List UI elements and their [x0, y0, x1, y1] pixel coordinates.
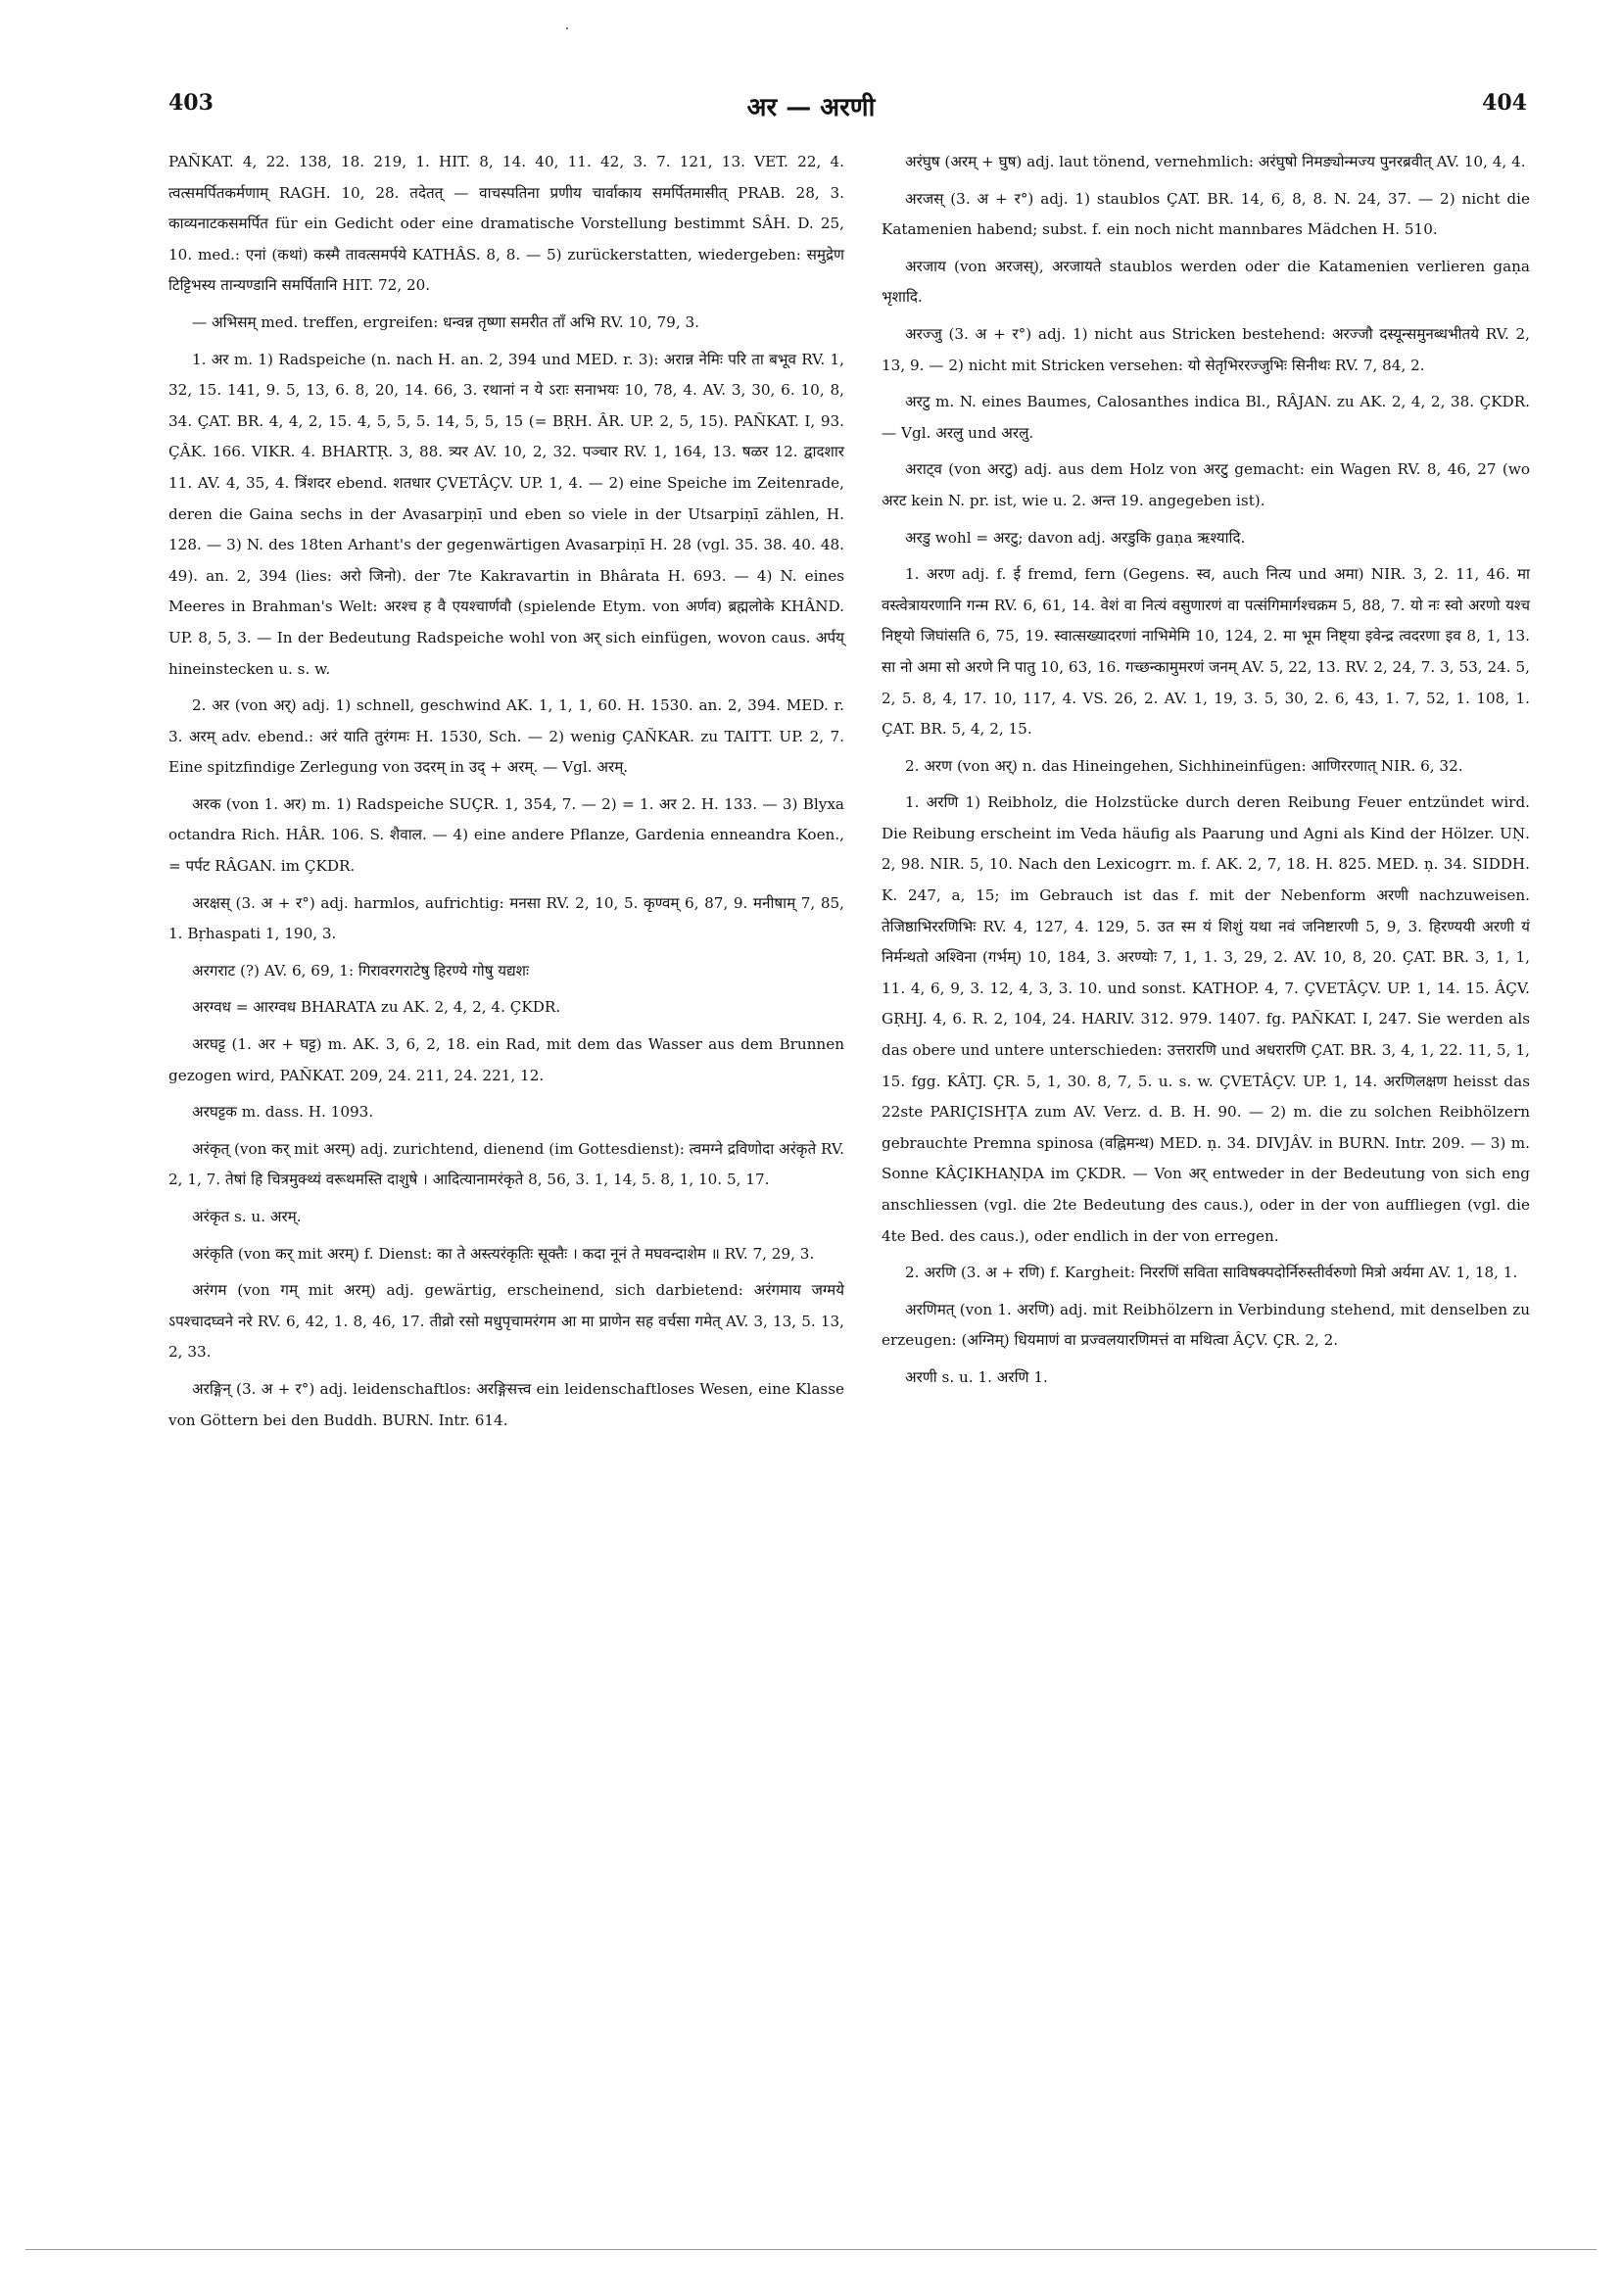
dictionary-entry: 1. अरण adj. f. ई fremd, fern (Gegens. स्व, auch नित्य und अमा) NIR. 3, 2. 11, 46. मा वस्त्वेत्रायरणानि गन्म RV. 6, 61, 14. वेशं वा नित्यं वसुणारणं वा पत्संगिमार्गश्चक्रम 5, 88, 7. यो नः स्वो अरणो यश्च निष्ट्यो जिघांसति 6, 75, 19. स्वात्सख्यादरणां नाभिमेमि 10, 124, 2. मा भूम निष्ट्या इवेन्द्र त्वदरणा इव 8, 1, 13. सा नो अमा सो अरणे नि पातु 10, 63, 16. गच्छन्कामुमरणं जनम् AV. 5, 22, 13. RV. 2, 24, 7. 3, 53, 24. 5, 2, 5. 8, 4, 17. 10, 117, 4. VS. 26, 2. AV. 1, 19, 3. 5, 30, 2. 6, 43, 1. 7, 52, 1. 108, 1. ÇAT. BR. 5, 4, 2, 15.: [882, 565, 1530, 739]
dictionary-entry: अरगराट (?) AV. 6, 69, 1: गिरावरगराटेषु हिरण्ये गोषु यद्यशः: [192, 961, 530, 980]
dictionary-entry: अरजाय (von अरजस्), अरजायते staublos werden oder die Katamenien verlieren gaṇa भृशादि.: [882, 257, 1530, 307]
dictionary-entry: अरंकृत s. u. अरम्.: [192, 1208, 302, 1225]
dictionary-entry: अरंघुष (अरम् + घुष) adj. laut tönend, vernehmlich: अरंघुषो निमङ्योन्मज्य पुनरब्रवीत् AV. 10, 4, 4.: [905, 153, 1526, 170]
print-mark: [566, 27, 568, 29]
dictionary-entry: अरघट्ट (1. अर + घट्ट) m. AK. 3, 6, 2, 18. ein Rad, mit dem das Wasser aus dem Brunnen gezogen wird, PAÑKAT. 209, 24. 211, 24. 221, 12.: [168, 1035, 844, 1084]
dictionary-entry: 2. अरण (von अर्) n. das Hineingehen, Sichhineinfügen: आणिररणात् NIR. 6, 32.: [905, 756, 1463, 775]
dictionary-entry: अरक (von 1. अर) m. 1) Radspeiche SUÇR. 1, 354, 7. — 2) = 1. अर 2. H. 133. — 3) Blyxa octandra Rich. HÂR. 106. S. शैवाल. — 4) eine andere Pflanze, Gardenia enneandra Koen., = पर्पट RÂGAN. im ÇKDR.: [168, 794, 844, 876]
dictionary-entry: अराट्व (von अरटु) adj. aus dem Holz von अरटु gemacht: ein Wagen RV. 8, 46, 27 (wo अरट kein N. pr. ist, wie u. 2. अन्त 19. angegeben ist).: [882, 460, 1530, 509]
dictionary-entry: 2. अरणि (3. अ + रणि) f. Kargheit: निररणिं सविता साविषक्पदोर्निरुस्तीर्वरुणो मित्रो अर्यमा AV. 1, 18, 1.: [905, 1264, 1518, 1282]
right-column: [882, 147, 1530, 1400]
dictionary-entry: अरजस् (3. अ + र°) adj. 1) staublos ÇAT. BR. 14, 6, 8, 8. N. 24, 37. — 2) nicht die Katamenien habend; subst. f. ein noch nicht mannbares Mädchen H. 510.: [882, 189, 1530, 239]
dictionary-entry: — अभिसम् med. treffen, ergreifen: धन्वन्न तृष्णा समरीत ताँ अभि RV. 10, 79, 3.: [192, 312, 699, 331]
dictionary-entry: अरटु m. N. eines Baumes, Calosanthes indica Bl., RÂJAN. zu AK. 2, 4, 2, 38. ÇKDR. — Vgl. अरलु und अरलु.: [882, 393, 1530, 442]
left-column: [168, 147, 844, 1442]
page-header: [0, 90, 1622, 129]
dictionary-entry: 2. अर (von अर्) adj. 1) schnell, geschwind AK. 1, 1, 1, 60. H. 1530. an. 2, 394. MED. r. 3. अरम् adv. ebend.: अरं याति तुरंगमः H. 1530, Sch. — 2) wenig ÇAÑKAR. zu TAITT. UP. 2, 7. Eine spitzfindige Zerlegung von उदरम् in उद् + अरम्. — Vgl. अरम्.: [168, 696, 844, 777]
dictionary-entry: अरङ्गिन् (3. अ + र°) adj. leidenschaftlos: अरङ्गिसत्त्व ein leidenschaftloses Wesen, eine Klasse von Göttern bei den Buddh. BURN. Intr. 614.: [168, 1379, 844, 1429]
dictionary-entry: अरग्वध = आरग्वध BHARATA zu AK. 2, 4, 2, 4. ÇKDR.: [192, 998, 561, 1017]
dictionary-entry: अरडु wohl = अरटु; davon adj. अरडुकि gaṇa ऋश्यादि.: [905, 528, 1246, 547]
dictionary-entry: अरणिमत् (von 1. अरणि) adj. mit Reibhölzern in Verbindung stehend, mit denselben zu erzeugen: (अग्निम्) धियमाणं वा प्रज्वलयारणिमत्तं वा मथित्वा ÂÇV. ÇR. 2, 2.: [882, 1300, 1530, 1350]
dictionary-entry: PAÑKAT. 4, 22. 138, 18. 219, 1. HIT. 8, 14. 40, 11. 42, 3. 7. 121, 13. VET. 22, 4. त्वत्समर्पितकर्मणाम् RAGH. 10, 28. तदेतत् — वाचस्पतिना प्रणीय चार्वाकाय समर्पितमासीत् PRAB. 28, 3. काव्यनाटकसमर्पित für ein Gedicht oder eine dramatische Vorstellung bestimmt SÂH. D. 25, 10. med.: एनां (कथां) कस्मै तावत्समर्पये KATHÂS. 8, 8. — 5) zurückerstatten, wiedergeben: समुद्रेण टिट्टिभस्य तान्यण्डानि समर्पितानि HIT. 72, 20.: [168, 153, 844, 295]
dictionary-entry: अरंकृत् (von कर् mit अरम्) adj. zurichtend, dienend (im Gottesdienst): त्वमग्ने द्रविणोदा अरंकृते RV. 2, 1, 7. तेषां हि चित्रमुक्थ्यं वरूथमस्ति दाशुषे । आदित्यानामरंकृते 8, 56, 3. 1, 14, 5. 8, 1, 10. 5, 17.: [168, 1139, 844, 1189]
bottom-rule: [25, 2249, 1597, 2250]
dictionary-entry: अरज्जु (3. अ + र°) adj. 1) nicht aus Stricken bestehend: अरज्जौ दस्यून्समुनब्धभीतये RV. 2, 13, 9. — 2) nicht mit Stricken versehen: यो सेतृभिररज्जुभिः सिनीथः RV. 7, 84, 2.: [882, 324, 1530, 374]
dictionary-entry: अरंकृति (von कर् mit अरम्) f. Dienst: का ते अस्त्यरंकृतिः सूक्तैः । कदा नूनं ते मघवन्दाशेम ॥ RV. 7, 29, 3.: [192, 1244, 815, 1263]
dictionary-entry: अरणी s. u. 1. अरणि 1.: [905, 1367, 1048, 1386]
dictionary-entry: 1. अर m. 1) Radspeiche (n. nach H. an. 2, 394 und MED. r. 3): अरान्न नेमिः परि ता बभूव RV. 1, 32, 15. 141, 9. 5, 13, 6. 8, 20, 14. 66, 3. रथानां न ये ऽराः सनाभयः 10, 78, 4. AV. 3, 30, 6. 10, 8, 34. ÇAT. BR. 4, 4, 2, 15. 4, 5, 5, 5. 14, 5, 5, 15 (= BṚH. ÂR. UP. 2, 5, 15). PAÑKAT. I, 93. ÇÂK. 166. VIKR. 4. BHARTṚ. 3, 88. त्र्यर AV. 10, 2, 32. पञ्चार RV. 1, 164, 13. षळर 12. द्वादशार 11. AV. 4, 35, 4. त्रिंशदर ebend. शतधार ÇVETÂÇV. UP. 1, 4. — 2) eine Speiche im Zeitenrade, deren die Gaina sechs in der Avasarpiṇī und eben so viele in der Utsarpiṇī zählen, H. 128. — 3) N. des 18ten Arhant's der gegenwärtigen Avasarpiṇī H. 28 (vgl. 35. 38. 40. 48. 49). an. 2, 394 (lies: अरो जिनो). der 7te Kakravartin in Bhârata H. 693. — 4) N. eines Meeres in Brahman's Welt: अरश्च ह वै एयश्चार्णवौ (spielende Etym. von अर्णव) ब्रह्मलोके KHÂND. UP. 8, 5, 3. — In der Bedeutung Radspeiche wohl von अर् sich einfügen, wovon caus. अर्पय् hineinstecken u. s. w.: [168, 350, 844, 678]
dictionary-entry: अरंगम (von गम् mit अरम्) adj. gewärtig, erscheinend, sich darbietend: अरंगमाय जग्मये ऽपश्चादघ्वने नरे RV. 6, 42, 1. 8, 46, 17. तीव्रो रसो मधुपृचामरंगम आ मा प्राणेन सह वर्चसा गमेत् AV. 3, 13, 5. 13, 2, 33.: [168, 1281, 844, 1362]
page-number-left: 403: [168, 90, 214, 116]
dictionary-entry: अरक्षस् (3. अ + र°) adj. harmlos, aufrichtig: मनसा RV. 2, 10, 5. कृण्वम् 6, 87, 9. मनीषाम् 7, 85, 1. Bṛhaspati 1, 190, 3.: [168, 893, 844, 943]
running-title: अर — अरणी: [746, 93, 876, 122]
page-number-right: 404: [1482, 90, 1527, 116]
dictionary-entry: अरघट्टक m. dass. H. 1093.: [192, 1103, 374, 1122]
dictionary-entry: 1. अरणि 1) Reibholz, die Holzstücke durch deren Reibung Feuer entzündet wird. Die Reibung erscheint im Veda häufig als Paarung und Agni als Kind der Hölzer. UṆ. 2, 98. NIR. 5, 10. Nach den Lexicogrr. m. f. AK. 2, 7, 18. H. 825. MED. ṇ. 34. SIDDH. K. 247, a, 15; im Gebrauch ist das f. mit der Nebenform अरणी nachzuweisen. तेजिष्ठाभिररणिभिः RV. 4, 127, 4. 129, 5. उत स्म यं शिशुं यथा नवं जनिष्टारणी 5, 9, 3. हिरण्ययी अरणी यं निर्मन्थतो अश्विना (गर्भम्) 10, 184, 3. अरण्योः 7, 1, 1. 3, 29, 2. AV. 10, 8, 20. ÇAT. BR. 3, 1, 1, 11. 4, 6, 9, 3. 12, 4, 3, 3. 10. und sonst. KATHOP. 4, 7. ÇVETÂÇV. UP. 1, 14. 15. ÂÇV. GṚHJ. 4, 6. R. 2, 104, 24. HARIV. 312. 979. 1407. fg. PAÑKAT. I, 247. Sie werden als das obere und untere unterschieden: उत्तरारणि und अधरारणि ÇAT. BR. 3, 4, 1, 22. 11, 5, 1, 15. fgg. KÂTJ. ÇR. 5, 1, 30. 8, 7, 5. u. s. w. ÇVETÂÇV. UP. 1, 14. अरणिलक्षण heisst das 22ste PARIÇISHṬA zum AV. Verz. d. B. H. 90. — 2) m. die zu solchen Reibhölzern gebrauchte Premna spinosa (वह्निमन्थ) MED. ṇ. 34. DIVJÂV. in BURN. Intr. 209. — 3) m. Sonne KÂÇIKHAṆḌA im ÇKDR. — Von अर् entweder in der Bedeutung von sich eng anschliessen (vgl. die 2te Bedeutung des caus.), oder in der von auffliegen (vgl. die 4te Bed. des caus.), oder endlich in der von erregen.: [882, 793, 1530, 1245]
